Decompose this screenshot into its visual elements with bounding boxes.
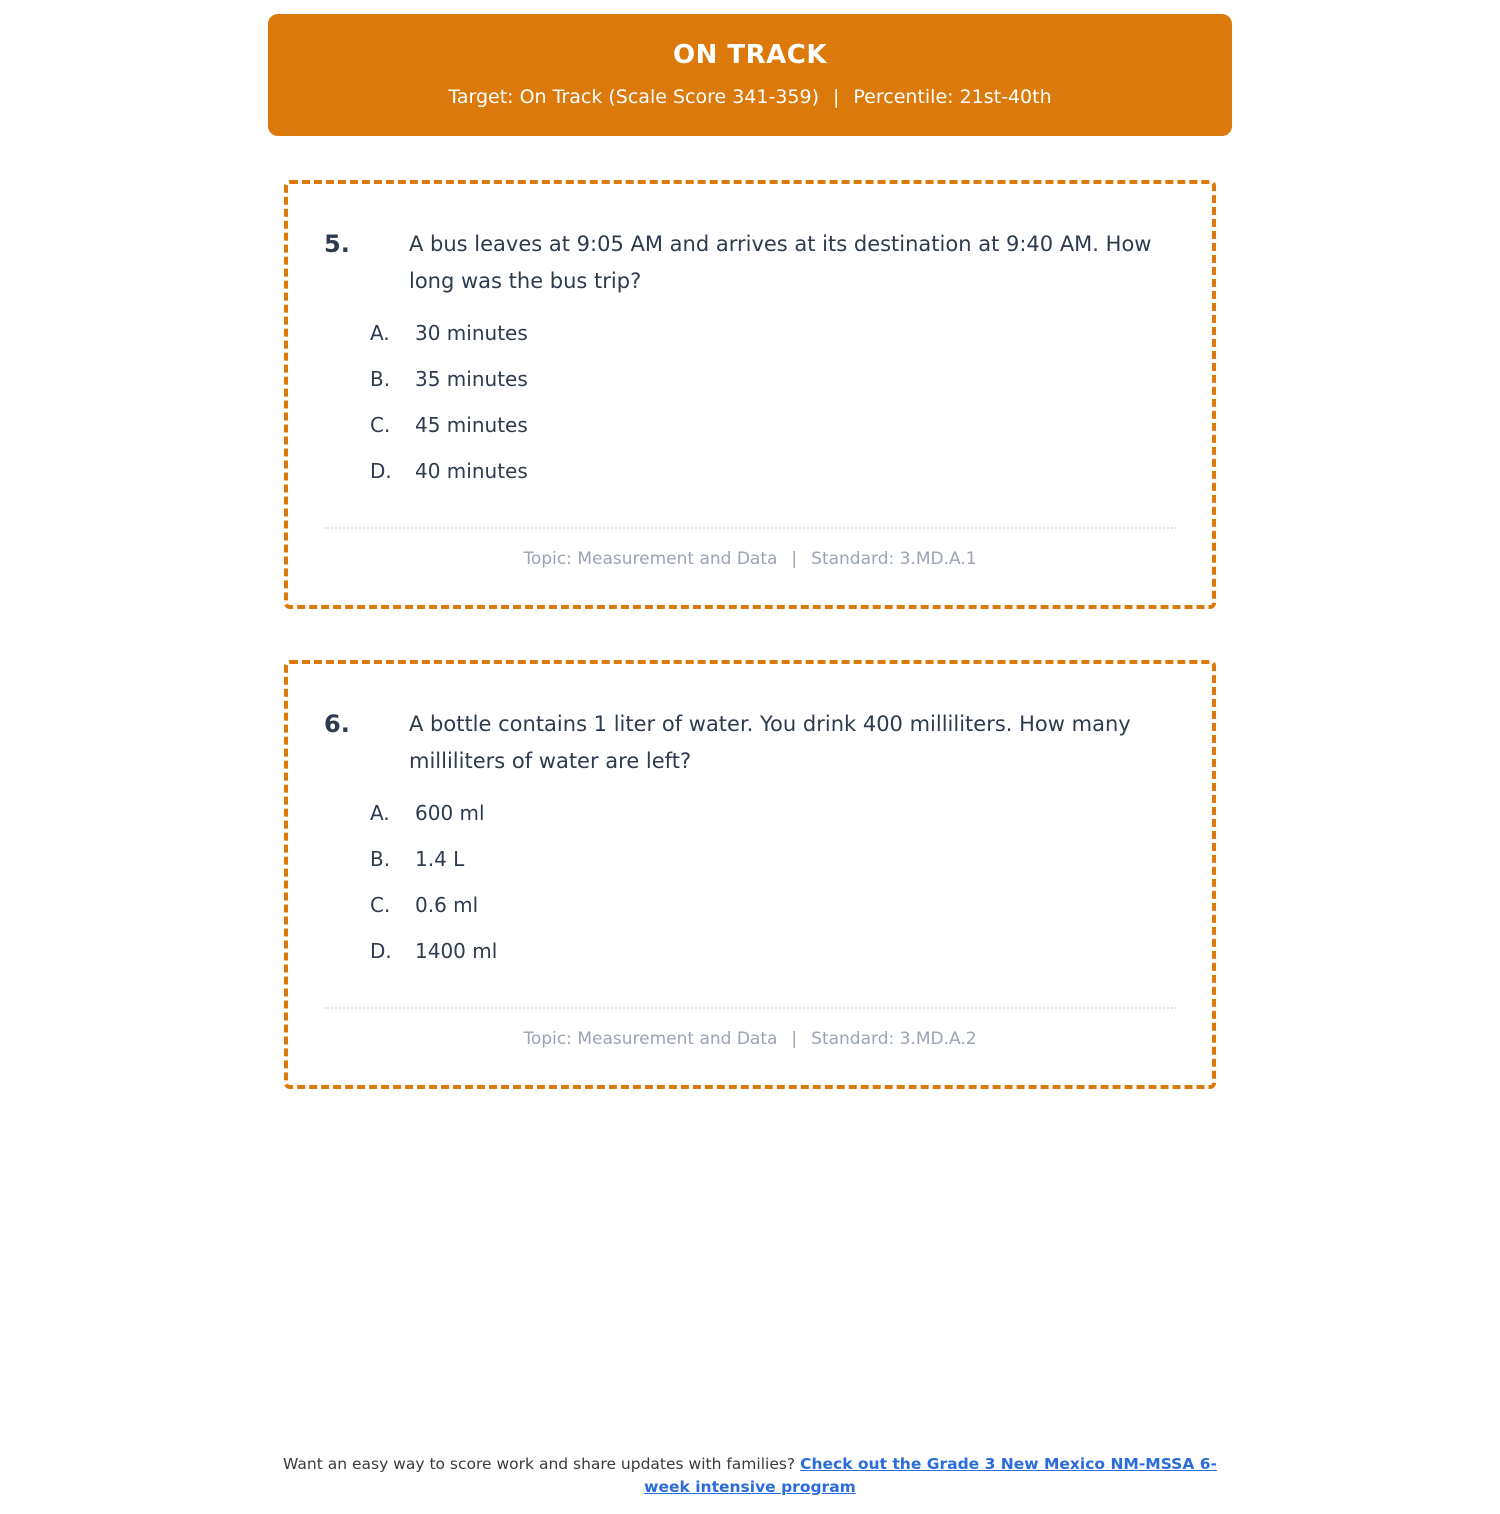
question-text: A bottle contains 1 liter of water. You drink 400 milliliters. How many milliliters of water are left? bbox=[409, 712, 1131, 773]
option-text: 0.6 ml bbox=[415, 893, 479, 917]
question-number: 6. bbox=[324, 710, 350, 738]
option-text: 40 minutes bbox=[415, 459, 528, 483]
option-b bbox=[324, 847, 1176, 872]
option-letter: D. bbox=[370, 459, 392, 483]
promo-text: Want an easy way to score work and share updates with families? bbox=[283, 1455, 801, 1474]
question-row bbox=[324, 226, 1176, 300]
standard-label: Standard: 3.MD.A.2 bbox=[811, 1029, 977, 1049]
options-list bbox=[324, 321, 1176, 484]
option-text: 45 minutes bbox=[415, 413, 528, 437]
target-label: Target: On Track (Scale Score 341-359) bbox=[448, 86, 819, 108]
band-title: ON TRACK bbox=[672, 40, 828, 70]
percentile-label: Percentile: 21st-40th bbox=[853, 86, 1052, 108]
band-subtitle bbox=[288, 86, 1212, 108]
question-row bbox=[324, 706, 1176, 780]
meta-separator: | bbox=[791, 1029, 798, 1049]
option-text: 30 minutes bbox=[415, 321, 528, 345]
question-meta bbox=[324, 1029, 1176, 1049]
standard-label: Standard: 3.MD.A.1 bbox=[811, 549, 977, 569]
promo-footer bbox=[280, 1453, 1220, 1498]
option-c bbox=[324, 413, 1176, 438]
question-text: A bus leaves at 9:05 AM and arrives at its destination at 9:40 AM. How long was the bus trip? bbox=[409, 232, 1152, 293]
topic-label: Topic: Measurement and Data bbox=[523, 1029, 778, 1049]
option-text: 35 minutes bbox=[415, 367, 528, 391]
option-a bbox=[324, 801, 1176, 826]
card-divider bbox=[324, 527, 1176, 529]
question-card-6 bbox=[284, 660, 1216, 1089]
question-card-5 bbox=[284, 180, 1216, 609]
subtitle-separator: | bbox=[833, 86, 840, 108]
option-letter: B. bbox=[370, 847, 391, 871]
option-b bbox=[324, 367, 1176, 392]
score-band-header bbox=[268, 14, 1232, 136]
question-meta bbox=[324, 549, 1176, 569]
option-a bbox=[324, 321, 1176, 346]
option-text: 600 ml bbox=[415, 801, 485, 825]
option-d bbox=[324, 459, 1176, 484]
program-link[interactable]: Check out the Grade 3 New Mexico NM-MSSA 6-week intensive program bbox=[644, 1455, 1217, 1496]
option-text: 1.4 L bbox=[415, 847, 465, 871]
topic-label: Topic: Measurement and Data bbox=[523, 549, 778, 569]
option-letter: A. bbox=[370, 801, 390, 825]
option-d bbox=[324, 939, 1176, 964]
option-text: 1400 ml bbox=[415, 939, 498, 963]
card-divider bbox=[324, 1007, 1176, 1009]
meta-separator: | bbox=[791, 549, 798, 569]
options-list bbox=[324, 801, 1176, 964]
option-c bbox=[324, 893, 1176, 918]
option-letter: C. bbox=[370, 413, 391, 437]
question-number: 5. bbox=[324, 230, 350, 258]
option-letter: B. bbox=[370, 367, 391, 391]
option-letter: C. bbox=[370, 893, 391, 917]
option-letter: D. bbox=[370, 939, 392, 963]
option-letter: A. bbox=[370, 321, 390, 345]
